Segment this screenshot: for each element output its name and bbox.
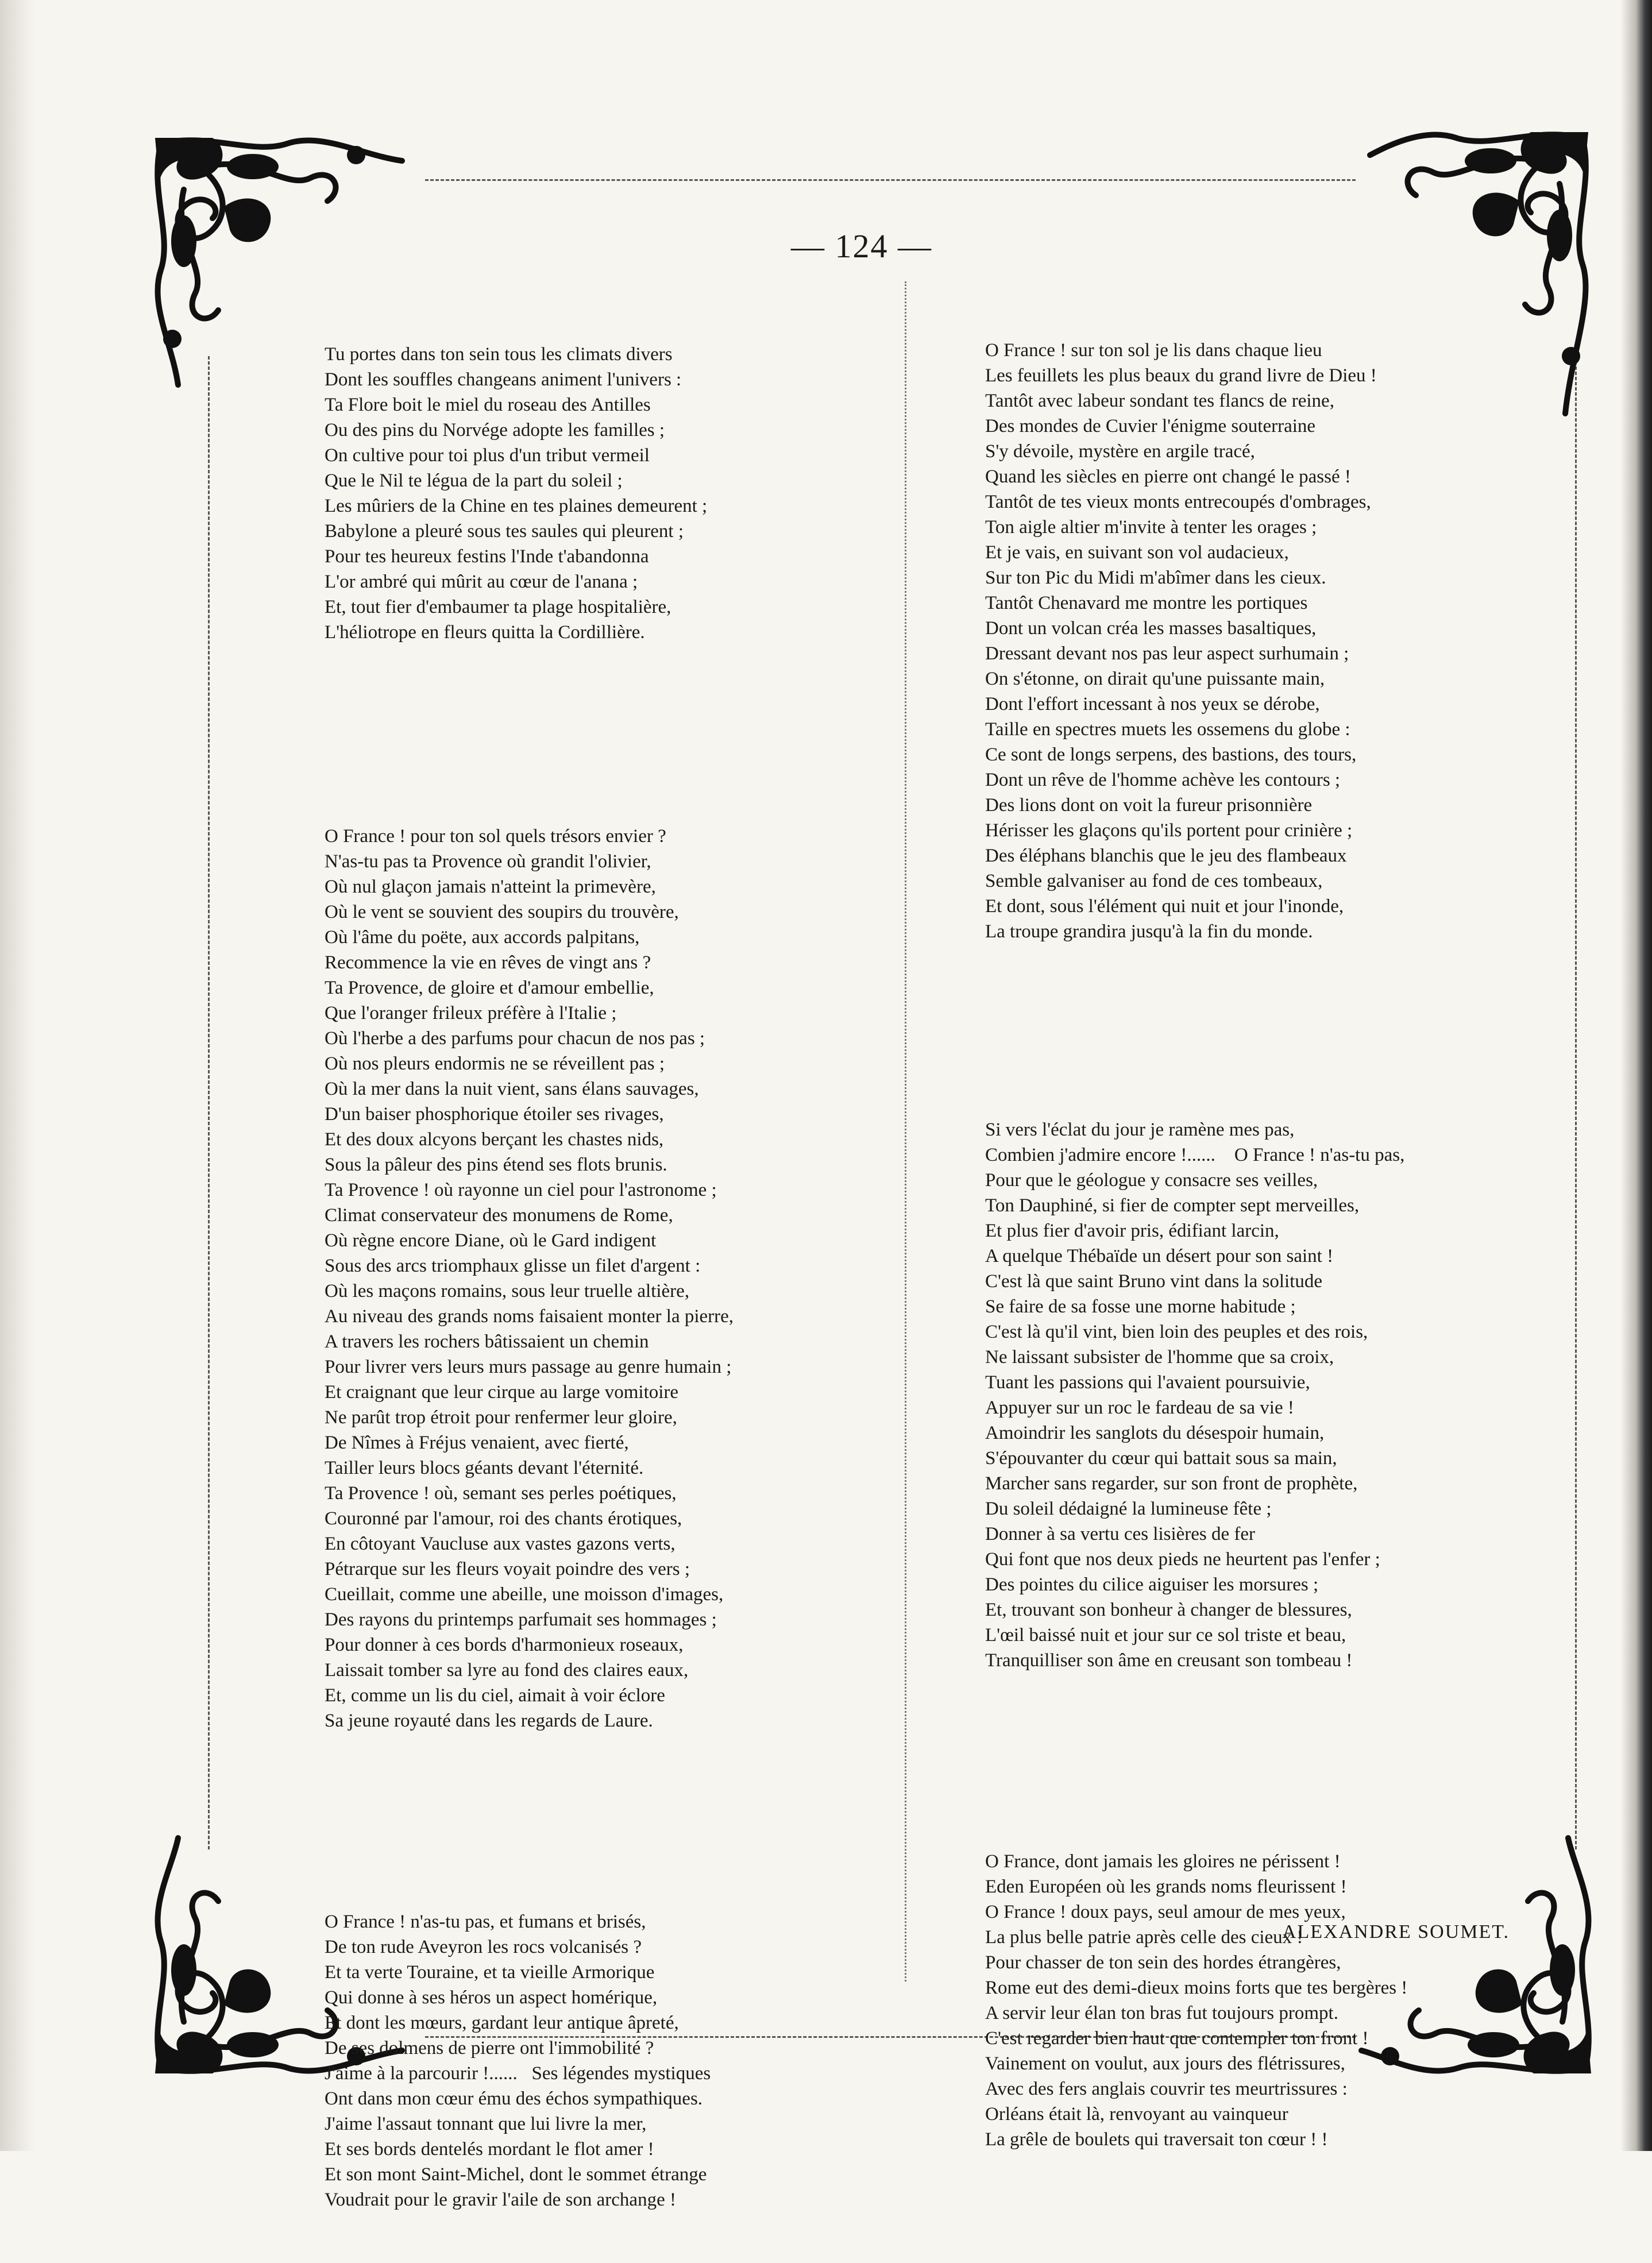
verse-line: Climat conservateur des monumens de Rome, xyxy=(325,1205,673,1226)
verse-line: Se faire de sa fosse une morne habitude ; xyxy=(985,1296,1296,1317)
verse-line: Quand les siècles en pierre ont changé le passé ! xyxy=(985,466,1351,487)
author-signature: ALEXANDRE SOUMET. xyxy=(1282,1921,1510,1943)
verse-line: Tu portes dans ton sein tous les climats divers xyxy=(325,344,673,365)
verse-line: Pour chasser de ton sein des hordes étrangères, xyxy=(985,1952,1341,1973)
verse-line: Des lions dont on voit la fureur prisonnière xyxy=(985,795,1313,816)
page-number: — 124 — xyxy=(791,227,932,265)
verse-line: Sous la pâleur des pins étend ses flots brunis. xyxy=(325,1154,667,1175)
verse-line: Sa jeune royauté dans les regards de Laure. xyxy=(325,1710,653,1731)
verse-line: Que le Nil te légua de la part du soleil ; xyxy=(325,470,623,491)
verse-line: Qui donne à ses héros un aspect homérique, xyxy=(325,1987,658,2008)
verse-line: Ta Provence ! où rayonne un ciel pour l'astronome ; xyxy=(325,1180,717,1200)
verse-line: Recommence la vie en rêves de vingt ans ? xyxy=(325,952,651,973)
verse-line: Où les maçons romains, sous leur truelle altière, xyxy=(325,1281,690,1302)
verse-line: Ne parût trop étroit pour renfermer leur gloire, xyxy=(325,1407,677,1428)
verse-line: D'un baiser phosphorique étoiler ses rivages, xyxy=(325,1104,664,1125)
verse-line: S'y dévoile, mystère en argile tracé, xyxy=(985,441,1255,462)
poem-column-left xyxy=(325,291,734,2263)
verse-line: On s'étonne, on dirait qu'une puissante main, xyxy=(985,669,1325,689)
stanza xyxy=(985,1849,1407,2152)
verse-line: De ses dolmens de pierre ont l'immobilité ? xyxy=(325,2038,654,2059)
verse-line: Tantôt Chenavard me montre les portiques xyxy=(985,593,1308,613)
verse-line: Pour que le géologue y consacre ses veilles, xyxy=(985,1170,1318,1191)
verse-line: Où la mer dans la nuit vient, sans élans sauvages, xyxy=(325,1079,699,1099)
verse-line: O France, dont jamais les gloires ne périssent ! xyxy=(985,1851,1341,1872)
verse-line: Les mûriers de la Chine en tes plaines demeurent ; xyxy=(325,496,708,516)
verse-line: Combien j'admire encore !...... O France ! n'as-tu pas, xyxy=(985,1145,1405,1165)
verse-line: Au niveau des grands noms faisaient monter la pierre, xyxy=(325,1306,734,1327)
verse-line: Dressant devant nos pas leur aspect surhumain ; xyxy=(985,643,1349,664)
verse-line: En côtoyant Vaucluse aux vastes gazons verts, xyxy=(325,1534,676,1554)
poem-column-right xyxy=(985,287,1407,2203)
verse-line: Sous des arcs triomphaux glisse un filet d'argent : xyxy=(325,1256,701,1276)
verse-line: Ta Provence ! où, semant ses perles poétiques, xyxy=(325,1483,677,1504)
verse-line: Pour tes heureux festins l'Inde t'abandonna xyxy=(325,546,649,567)
border-rule-right xyxy=(1575,356,1577,1849)
verse-line: On cultive pour toi plus d'un tribut vermeil xyxy=(325,445,650,466)
verse-line: Dont un rêve de l'homme achève les contours ; xyxy=(985,770,1341,790)
verse-line: Et ta verte Touraine, et ta vieille Armorique xyxy=(325,1962,655,1983)
stanza xyxy=(985,1117,1407,1673)
verse-line: Que l'oranger frileux préfère à l'Italie ; xyxy=(325,1003,617,1024)
verse-line: O France ! n'as-tu pas, et fumans et brisés, xyxy=(325,1911,646,1932)
verse-line: O France ! sur ton sol je lis dans chaque lieu xyxy=(985,340,1322,361)
verse-line: Et, trouvant son bonheur à changer de blessures, xyxy=(985,1600,1352,1620)
verse-line: Et dont, sous l'élément qui nuit et jour l'inonde, xyxy=(985,896,1344,917)
verse-line: Dont l'effort incessant à nos yeux se dérobe, xyxy=(985,694,1320,715)
verse-line: C'est là que saint Bruno vint dans la solitude xyxy=(985,1271,1323,1292)
verse-line: Tailler leurs blocs géants devant l'éternité. xyxy=(325,1458,644,1478)
verse-line: De Nîmes à Fréjus venaient, avec fierté, xyxy=(325,1432,629,1453)
verse-line: A travers les rochers bâtissaient un chemin xyxy=(325,1331,649,1352)
verse-line: Tantôt de tes vieux monts entrecoupés d'ombrages, xyxy=(985,492,1371,512)
verse-line: Où règne encore Diane, où le Gard indigent xyxy=(325,1230,657,1251)
verse-line: Marcher sans regarder, sur son front de prophète, xyxy=(985,1473,1358,1494)
verse-line: L'or ambré qui mûrit au cœur de l'anana ; xyxy=(325,571,638,592)
verse-line: Qui font que nos deux pieds ne heurtent pas l'enfer ; xyxy=(985,1549,1380,1570)
verse-line: Ne laissant subsister de l'homme que sa croix, xyxy=(985,1347,1334,1368)
stanza xyxy=(985,338,1407,944)
verse-line: Dont les souffles changeans animent l'univers : xyxy=(325,369,682,390)
verse-line: Pétrarque sur les fleurs voyait poindre des vers ; xyxy=(325,1559,690,1580)
verse-line: Rome eut des demi-dieux moins forts que tes bergères ! xyxy=(985,1978,1408,1998)
verse-line: Amoindrir les sanglots du désespoir humain, xyxy=(985,1423,1325,1443)
verse-line: Hérisser les glaçons qu'ils portent pour crinière ; xyxy=(985,820,1353,841)
verse-line: Pour livrer vers leurs murs passage au genre humain ; xyxy=(325,1357,732,1377)
border-rule-top xyxy=(425,179,1356,181)
verse-line: Et plus fier d'avoir pris, édifiant larcin, xyxy=(985,1221,1279,1241)
verse-line: Ont dans mon cœur ému des échos sympathiques. xyxy=(325,2088,703,2109)
verse-line: Ou des pins du Norvége adopte les familles ; xyxy=(325,420,665,441)
page-edge-right xyxy=(1620,0,1652,2151)
verse-line: Avec des fers anglais couvrir tes meurtrissures : xyxy=(985,2079,1348,2099)
verse-line: Du soleil dédaigné la lumineuse fête ; xyxy=(985,1499,1272,1519)
verse-line: Et des doux alcyons berçant les chastes nids, xyxy=(325,1129,664,1150)
verse-line: Taille en spectres muets les ossemens du globe : xyxy=(985,719,1350,740)
verse-line: Ta Provence, de gloire et d'amour embellie, xyxy=(325,978,654,998)
verse-line: S'épouvanter du cœur qui battait sous sa main, xyxy=(985,1448,1337,1469)
stanza xyxy=(325,342,734,645)
verse-line: De ton rude Aveyron les rocs volcanisés ? xyxy=(325,1937,642,1957)
verse-line: Vainement on voulut, aux jours des flétrissures, xyxy=(985,2053,1345,2074)
verse-line: Tantôt avec labeur sondant tes flancs de reine, xyxy=(985,391,1334,411)
verse-line: Voudrait pour le gravir l'aile de son archange ! xyxy=(325,2189,676,2210)
verse-line: Où nos pleurs endormis ne se réveillent pas ; xyxy=(325,1053,665,1074)
verse-line: Et craignant que leur cirque au large vomitoire xyxy=(325,1382,679,1403)
verse-line: Ta Flore boit le miel du roseau des Antilles xyxy=(325,395,651,415)
verse-line: La plus belle patrie après celle des cieux ! xyxy=(985,1927,1303,1948)
verse-line: C'est là qu'il vint, bien loin des peuples et des rois, xyxy=(985,1322,1368,1342)
verse-line: J'aime à la parcourir !...... Ses légendes mystiques xyxy=(325,2063,711,2084)
verse-line: C'est regarder bien haut que contempler ton front ! xyxy=(985,2028,1369,2049)
verse-line: Et, tout fier d'embaumer ta plage hospitalière, xyxy=(325,597,671,617)
column-divider xyxy=(905,281,906,1982)
verse-line: Orléans était là, renvoyant au vainqueur xyxy=(985,2104,1288,2125)
verse-line: Pour donner à ces bords d'harmonieux roseaux, xyxy=(325,1635,684,1655)
verse-line: Laissait tomber sa lyre au fond des claires eaux, xyxy=(325,1660,689,1681)
verse-line: Eden Européen où les grands noms fleurissent ! xyxy=(985,1876,1347,1897)
verse-line: Et son mont Saint-Michel, dont le sommet étrange xyxy=(325,2164,707,2185)
verse-line: Des mondes de Cuvier l'énigme souterraine xyxy=(985,416,1316,437)
verse-line: N'as-tu pas ta Provence où grandit l'olivier, xyxy=(325,851,651,872)
verse-line: O France ! pour ton sol quels trésors envier ? xyxy=(325,826,666,847)
verse-line: Les feuillets les plus beaux du grand livre de Dieu ! xyxy=(985,365,1377,386)
verse-line: Cueillait, comme une abeille, une moisson d'images, xyxy=(325,1584,724,1605)
verse-line: Et je vais, en suivant son vol audacieux, xyxy=(985,542,1289,563)
verse-line: La grêle de boulets qui traversait ton cœur ! ! xyxy=(985,2129,1328,2150)
verse-line: Tranquilliser son âme en creusant son tombeau ! xyxy=(985,1650,1353,1671)
verse-line: L'œil baissé nuit et jour sur ce sol triste et beau, xyxy=(985,1625,1346,1646)
verse-line: Et, comme un lis du ciel, aimait à voir éclore xyxy=(325,1685,665,1706)
verse-line: Sur ton Pic du Midi m'abîmer dans les cieux. xyxy=(985,567,1326,588)
verse-line: Des pointes du cilice aiguiser les morsures ; xyxy=(985,1574,1319,1595)
verse-line: Appuyer sur un roc le fardeau de sa vie ! xyxy=(985,1397,1294,1418)
border-rule-left xyxy=(208,356,210,1849)
verse-line: J'aime l'assaut tonnant que lui livre la mer, xyxy=(325,2114,647,2134)
verse-line: Où l'herbe a des parfums pour chacun de nos pas ; xyxy=(325,1028,705,1049)
verse-line: Des rayons du printemps parfumait ses hommages ; xyxy=(325,1609,717,1630)
verse-line: A servir leur élan ton bras fut toujours prompt. xyxy=(985,2003,1338,2023)
verse-line: Tuant les passions qui l'avaient poursuivie, xyxy=(985,1372,1310,1393)
verse-line: Où le vent se souvient des soupirs du trouvère, xyxy=(325,902,679,922)
verse-line: Donner à sa vertu ces lisières de fer xyxy=(985,1524,1256,1544)
stanza xyxy=(325,1909,734,2212)
verse-line: Où nul glaçon jamais n'atteint la primevère, xyxy=(325,876,656,897)
verse-line: Ce sont de longs serpens, des bastions, des tours, xyxy=(985,744,1357,765)
verse-line: Si vers l'éclat du jour je ramène mes pas, xyxy=(985,1119,1295,1140)
verse-line: Et dont les mœurs, gardant leur antique âpreté, xyxy=(325,2013,679,2033)
verse-line: La troupe grandira jusqu'à la fin du monde. xyxy=(985,921,1313,942)
verse-line: Babylone a pleuré sous tes saules qui pleurent ; xyxy=(325,521,684,542)
verse-line: Et ses bords dentelés mordant le flot amer ! xyxy=(325,2139,654,2160)
verse-line: Dont un volcan créa les masses basaltiques, xyxy=(985,618,1317,639)
page-edge-left xyxy=(0,0,34,2151)
verse-line: L'héliotrope en fleurs quitta la Cordillière. xyxy=(325,622,645,643)
verse-line: A quelque Thébaïde un désert pour son saint ! xyxy=(985,1246,1334,1266)
verse-line: Où l'âme du poëte, aux accords palpitans, xyxy=(325,927,640,948)
verse-line: Ton aigle altier m'invite à tenter les orages ; xyxy=(985,517,1317,538)
verse-line: Ton Dauphiné, si fier de compter sept merveilles, xyxy=(985,1195,1360,1216)
verse-line: Couronné par l'amour, roi des chants érotiques, xyxy=(325,1508,682,1529)
stanza xyxy=(325,824,734,1733)
verse-line: Des éléphans blanchis que le jeu des flambeaux xyxy=(985,845,1347,866)
verse-line: O France ! doux pays, seul amour de mes yeux, xyxy=(985,1902,1346,1922)
verse-line: Semble galvaniser au fond de ces tombeaux, xyxy=(985,871,1323,891)
